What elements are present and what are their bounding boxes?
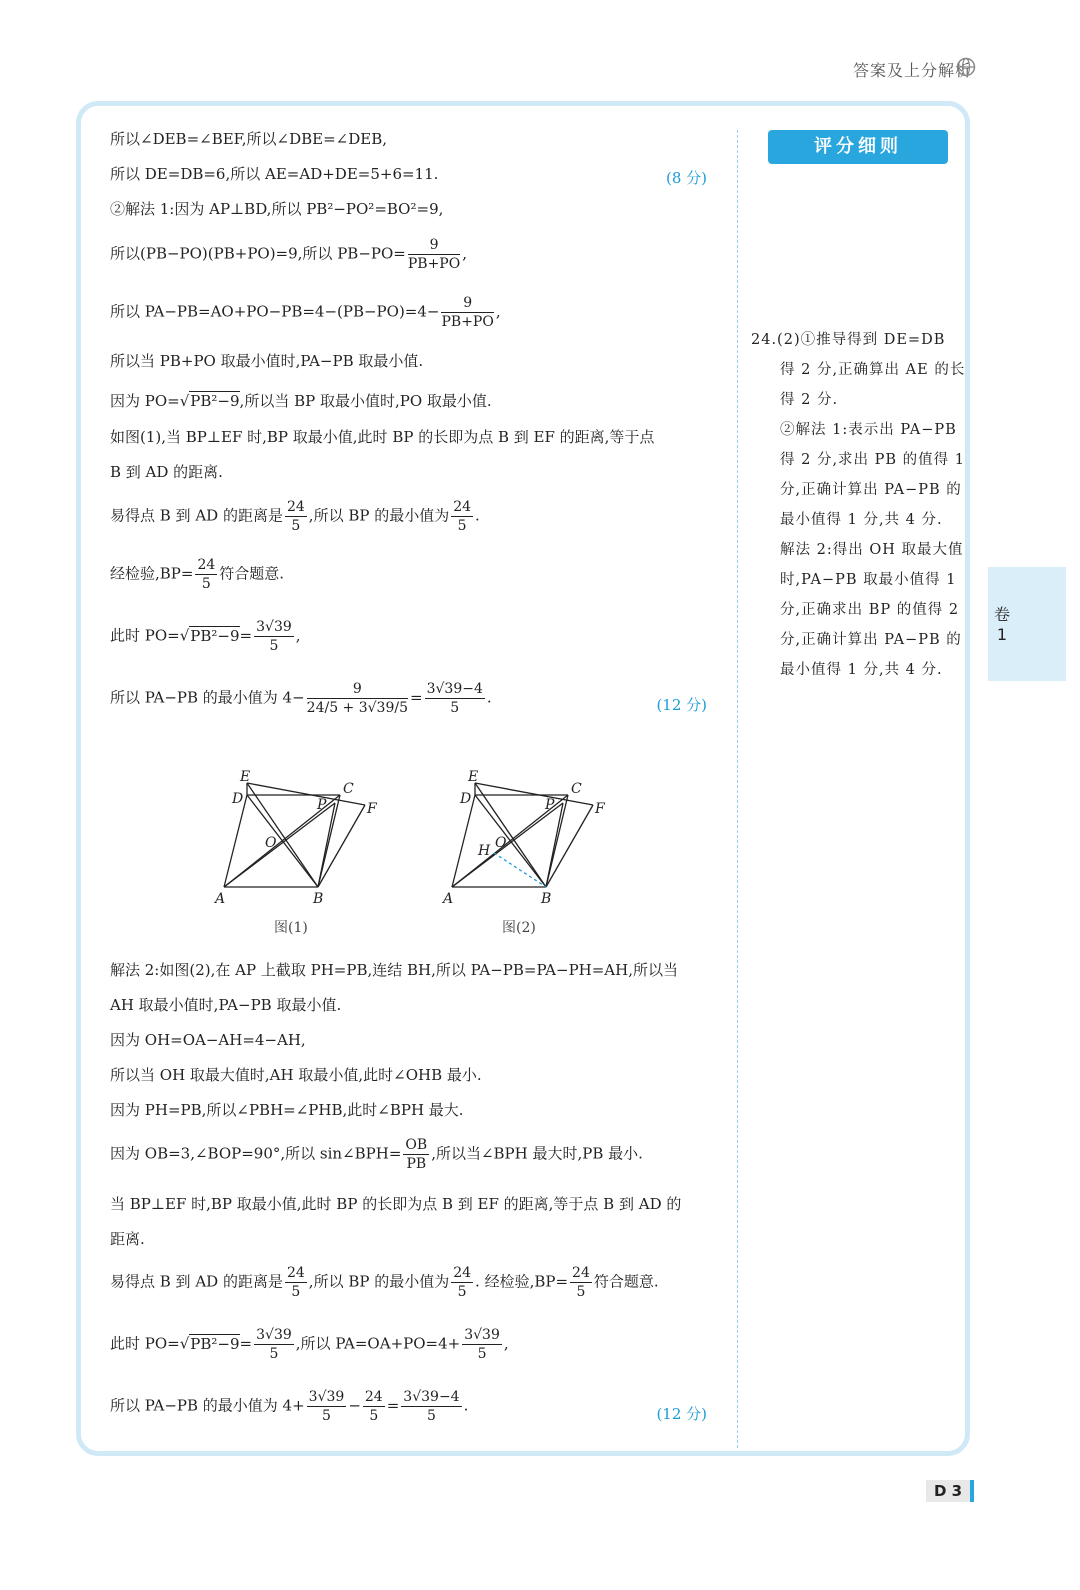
fraction [254, 620, 294, 653]
solution-line: 所以当 PB+PO 取最小值时,PA−PB 取最小值. [110, 352, 424, 370]
fraction [307, 682, 408, 715]
fraction [451, 500, 473, 533]
text-part: 此时 PO= [110, 626, 180, 645]
fraction [462, 1328, 502, 1361]
numerator: 9 [307, 682, 408, 699]
rule-line: 最小值得 1 分,共 4 分. [780, 662, 943, 678]
numerator: 24 [197, 557, 216, 573]
text-part: , [462, 244, 467, 263]
denominator: PB+PO [441, 314, 494, 330]
fraction [425, 682, 485, 715]
fraction [403, 1138, 429, 1171]
solution-line: 因为 OH=OA−AH=4−AH, [110, 1031, 306, 1049]
text-part: . [475, 506, 480, 525]
rule-line: 最小值得 1 分,共 4 分. [780, 512, 943, 528]
text-part: , [495, 302, 501, 321]
numerator: 3√39 [256, 1327, 292, 1343]
numerator: 24 [286, 1265, 305, 1281]
solution-line [110, 558, 284, 591]
label-d: D [460, 791, 472, 807]
figure-caption-2: 图(2) [502, 920, 536, 936]
numerator: 24 [572, 1265, 590, 1281]
fraction [195, 558, 217, 591]
solution-line: AH 取最小值时,PA−PB 取最小值. [110, 996, 342, 1014]
solution-line [110, 500, 480, 533]
denominator: 5 [576, 1284, 586, 1300]
score-mark: (8 分) [665, 169, 707, 187]
text-part: 易得点 B 到 AD 的距离是 [110, 1272, 283, 1291]
fraction [570, 1266, 592, 1299]
label-e: E [240, 769, 251, 785]
volume-side-tab [988, 567, 1066, 681]
label-p: P [545, 797, 555, 813]
text-part: 易得点 B 到 AD 的距离是 [110, 506, 283, 525]
side-tab-label [993, 605, 1011, 645]
denominator: 5 [269, 1346, 279, 1362]
denominator: 5 [426, 1408, 436, 1424]
denominator: 5 [269, 638, 279, 654]
text-part: 因为 PO= [110, 392, 180, 410]
solution-line: 所以 DE=DB=6,所以 AE=AD+DE=5+6=11. [110, 165, 439, 183]
label-h: H [478, 843, 491, 859]
fraction [451, 1266, 473, 1299]
rule-line: ②解法 1:表示出 PA−PB [780, 422, 957, 438]
text-part: ,所以 BP 的最小值为 [308, 506, 450, 525]
label-o: O [495, 835, 507, 851]
fraction [307, 1390, 347, 1423]
label-a: A [443, 891, 454, 907]
numerator: OB [405, 1137, 428, 1153]
text-part: 此时 PO= [110, 1334, 180, 1353]
text-part: = [410, 688, 423, 707]
numerator: 24 [286, 499, 305, 515]
label-b: B [313, 891, 324, 907]
text-part: . 经检验,BP= [475, 1272, 569, 1291]
fraction [285, 500, 307, 533]
denominator: 5 [201, 576, 211, 592]
text-part: 所以 PA−PB 的最小值为 4− [110, 688, 305, 707]
solution-line: 所以当 OH 取最大值时,AH 取最小值,此时∠OHB 最小. [110, 1066, 482, 1084]
numerator: 3√39 [256, 619, 292, 635]
solution-line [110, 238, 467, 271]
label-b: B [541, 891, 552, 907]
numerator: 24 [364, 1389, 383, 1405]
text-part: 所以 PA−PB 的最小值为 4+ [110, 1396, 305, 1415]
text-part: 因为 OB=3,∠BOP=90°,所以 sin∠BPH= [110, 1144, 402, 1163]
label-c: C [343, 781, 354, 797]
solution-line [110, 296, 501, 329]
rule-line: 得 2 分. [780, 392, 839, 408]
text-part: , [295, 626, 301, 645]
numerator: 3√39−4 [403, 1389, 460, 1405]
denominator: 5 [291, 1284, 301, 1300]
numerator: 9 [408, 238, 460, 255]
denominator: 5 [369, 1408, 379, 1424]
geometry-figure-2 [438, 765, 608, 910]
solution-line [110, 1390, 468, 1423]
numerator: 9 [441, 296, 493, 313]
denominator: 5 [291, 518, 301, 534]
rule-line: 解法 2:得出 OH 取最大值 [780, 542, 964, 558]
label-e: E [468, 769, 479, 785]
radical: PB²−9 [190, 392, 240, 410]
radical: PB²−9 [190, 1334, 240, 1353]
label-f: F [367, 801, 377, 817]
fraction [254, 1328, 294, 1361]
denominator: 24/5 + 3√39/5 [306, 700, 408, 716]
score-mark: (12 分) [656, 1405, 707, 1423]
rule-line: 分,正确计算出 PA−PB 的 [780, 632, 962, 648]
text-part: 经检验,BP= [110, 564, 194, 583]
denominator: PB [406, 1156, 427, 1172]
text-part: ,所以 BP 的最小值为 [308, 1272, 450, 1291]
text-part: = [239, 1334, 253, 1353]
rule-line: 时,PA−PB 取最小值得 1 [780, 572, 957, 588]
denominator: 5 [322, 1408, 331, 1424]
solution-line: 解法 2:如图(2),在 AP 上截取 PH=PB,连结 BH,所以 PA−PB=PA−PH=AH,所以当 [110, 961, 678, 979]
fraction [363, 1390, 385, 1423]
text-part: 所以(PB−PO)(PB+PO)=9,所以 PB−PO= [110, 244, 406, 263]
rule-line: 分,正确计算出 PA−PB 的 [780, 482, 962, 498]
label-f: F [595, 801, 605, 817]
denominator: 5 [457, 1284, 467, 1300]
solution-line: 此时 PO=√PB²−9= $\frac{3√39}{5}$ ,所以 PA=OA+PO=4+ $\frac{3√39}{5}$ , [110, 1327, 509, 1362]
text-part: ,所以 PA=OA+PO=4+ [295, 1334, 461, 1353]
numerator: 3√39 [308, 1389, 345, 1405]
numerator: 24 [453, 499, 472, 515]
side-tab-char: 1 [996, 625, 1008, 644]
scoring-rules-title: 评分细则 [768, 130, 948, 164]
label-c: C [571, 781, 582, 797]
radical: PB²−9 [190, 626, 240, 645]
numerator: 3√39−4 [426, 681, 483, 697]
side-tab-char: 卷 [993, 605, 1010, 624]
column-divider [737, 130, 738, 1448]
fraction [285, 1266, 307, 1299]
fraction [401, 1390, 461, 1423]
fraction [408, 238, 460, 271]
globe-icon [956, 57, 976, 77]
text-part: . [463, 1396, 469, 1415]
denominator: 5 [457, 518, 467, 534]
solution-line: 因为 PH=PB,所以∠PBH=∠PHB,此时∠BPH 最大. [110, 1101, 464, 1119]
text-part: = [386, 1396, 400, 1415]
fraction [441, 296, 493, 329]
solution-line [110, 1266, 659, 1299]
solution-line: 如图(1),当 BP⊥EF 时,BP 取最小值,此时 BP 的长即为点 B 到 EF 的距离,等于点 [110, 428, 655, 446]
text-part: , [503, 1334, 509, 1353]
text-part: 符合题意. [219, 564, 285, 583]
solution-line [110, 1138, 643, 1171]
solution-line: 因为 PO=√PB²−9,所以当 BP 取最小值时,PO 取最小值. [110, 392, 492, 410]
solution-line: 距离. [110, 1230, 145, 1248]
header-title: 答案及上分解析 [852, 61, 972, 80]
text-part: ,所以当 BP 取最小值时,PO 取最小值. [239, 392, 492, 410]
score-mark: (12 分) [656, 696, 707, 714]
rule-line: 得 2 分,求出 PB 的值得 1 [780, 452, 966, 468]
page-number: D 3 [926, 1480, 974, 1502]
solution-line: B 到 AD 的距离. [110, 463, 223, 481]
geometry-figure-1 [210, 765, 380, 910]
label-o: O [265, 835, 277, 851]
solution-line: 所以∠DEB=∠BEF,所以∠DBE=∠DEB, [110, 130, 387, 148]
solution-line: 当 BP⊥EF 时,BP 取最小值,此时 BP 的长即为点 B 到 EF 的距离,等于点 B 到 AD 的 [110, 1195, 682, 1213]
label-p: P [317, 797, 327, 813]
solution-line [110, 682, 492, 715]
figure-caption-1: 图(1) [274, 920, 308, 936]
text-part: 符合题意. [593, 1272, 659, 1291]
text-part: 所以 PA−PB=AO+PO−PB=4−(PB−PO)=4− [110, 302, 440, 321]
rule-line: 分,正确求出 BP 的值得 2 [780, 602, 960, 618]
label-a: A [215, 891, 226, 907]
rule-line: 得 2 分,正确算出 AE 的长 [780, 362, 966, 378]
text-part: . [486, 688, 492, 707]
text-part: = [239, 626, 253, 645]
numerator: 24 [453, 1265, 472, 1281]
solution-line: ②解法 1:因为 AP⊥BD,所以 PB²−PO²=BO²=9, [110, 200, 444, 218]
label-d: D [232, 791, 244, 807]
denominator: 5 [477, 1346, 487, 1362]
rule-line: 24.(2)①推导得到 DE=DB [751, 332, 946, 348]
denominator: PB+PO [407, 256, 461, 272]
denominator: 5 [450, 700, 460, 716]
solution-line: 此时 PO=√PB²−9= $\frac{3√39}{5}$ , [110, 619, 301, 654]
text-part: − [348, 1396, 361, 1415]
numerator: 3√39 [464, 1327, 500, 1343]
text-part: ,所以当∠BPH 最大时,PB 最小. [431, 1144, 643, 1163]
